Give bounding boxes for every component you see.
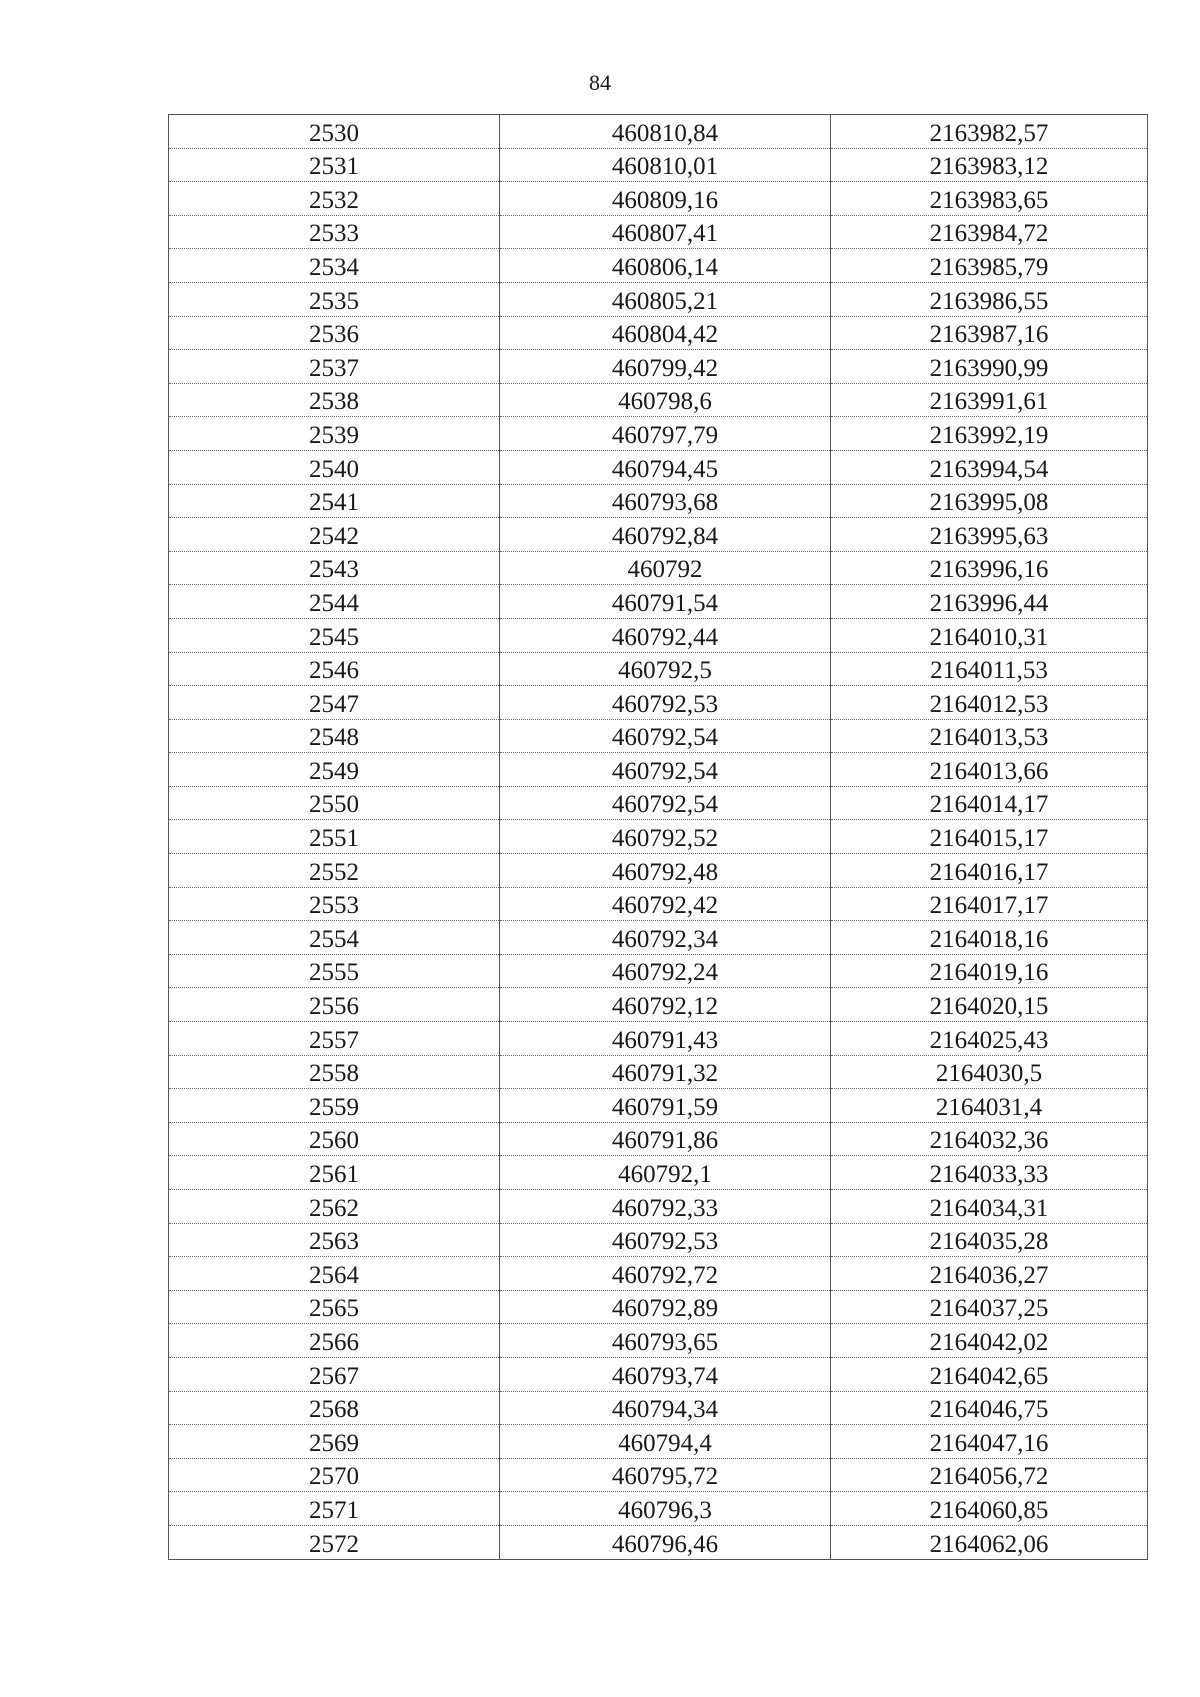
y-coordinate-cell: 2163982,57 bbox=[831, 115, 1148, 149]
table-row bbox=[169, 115, 1148, 149]
point-number-cell: 2551 bbox=[169, 820, 500, 854]
point-number-cell: 2545 bbox=[169, 618, 500, 652]
y-coordinate-cell: 2164013,66 bbox=[831, 753, 1148, 787]
point-number-cell: 2555 bbox=[169, 954, 500, 988]
table-row bbox=[169, 921, 1148, 955]
point-number-cell: 2571 bbox=[169, 1492, 500, 1526]
y-coordinate-cell: 2164056,72 bbox=[831, 1458, 1148, 1492]
y-coordinate-cell: 2163986,55 bbox=[831, 282, 1148, 316]
point-number-cell: 2556 bbox=[169, 988, 500, 1022]
x-coordinate-cell: 460796,3 bbox=[500, 1492, 831, 1526]
table-row bbox=[169, 1458, 1148, 1492]
x-coordinate-cell: 460792,48 bbox=[500, 854, 831, 888]
y-coordinate-cell: 2164037,25 bbox=[831, 1290, 1148, 1324]
point-number-cell: 2542 bbox=[169, 518, 500, 552]
table-row bbox=[169, 618, 1148, 652]
x-coordinate-cell: 460805,21 bbox=[500, 282, 831, 316]
y-coordinate-cell: 2164025,43 bbox=[831, 1022, 1148, 1056]
point-number-cell: 2564 bbox=[169, 1257, 500, 1291]
y-coordinate-cell: 2163984,72 bbox=[831, 215, 1148, 249]
y-coordinate-cell: 2164014,17 bbox=[831, 786, 1148, 820]
x-coordinate-cell: 460792,54 bbox=[500, 719, 831, 753]
table-row bbox=[169, 1324, 1148, 1358]
x-coordinate-cell: 460791,32 bbox=[500, 1055, 831, 1089]
x-coordinate-cell: 460792,42 bbox=[500, 887, 831, 921]
x-coordinate-cell: 460810,84 bbox=[500, 115, 831, 149]
table-row bbox=[169, 887, 1148, 921]
x-coordinate-cell: 460799,42 bbox=[500, 350, 831, 384]
y-coordinate-cell: 2163987,16 bbox=[831, 316, 1148, 350]
point-number-cell: 2546 bbox=[169, 652, 500, 686]
table-row bbox=[169, 215, 1148, 249]
y-coordinate-cell: 2164042,65 bbox=[831, 1357, 1148, 1391]
x-coordinate-cell: 460794,45 bbox=[500, 450, 831, 484]
x-coordinate-cell: 460792,33 bbox=[500, 1190, 831, 1224]
point-number-cell: 2543 bbox=[169, 551, 500, 585]
x-coordinate-cell: 460793,74 bbox=[500, 1357, 831, 1391]
table-row bbox=[169, 1156, 1148, 1190]
point-number-cell: 2536 bbox=[169, 316, 500, 350]
point-number-cell: 2553 bbox=[169, 887, 500, 921]
x-coordinate-cell: 460793,65 bbox=[500, 1324, 831, 1358]
x-coordinate-cell: 460792,89 bbox=[500, 1290, 831, 1324]
y-coordinate-cell: 2164034,31 bbox=[831, 1190, 1148, 1224]
x-coordinate-cell: 460810,01 bbox=[500, 148, 831, 182]
point-number-cell: 2561 bbox=[169, 1156, 500, 1190]
table-row bbox=[169, 652, 1148, 686]
x-coordinate-cell: 460797,79 bbox=[500, 417, 831, 451]
table-row bbox=[169, 450, 1148, 484]
table-row bbox=[169, 1525, 1148, 1559]
y-coordinate-cell: 2164018,16 bbox=[831, 921, 1148, 955]
table-row bbox=[169, 1357, 1148, 1391]
x-coordinate-cell: 460806,14 bbox=[500, 249, 831, 283]
table-row bbox=[169, 383, 1148, 417]
table-row bbox=[169, 719, 1148, 753]
x-coordinate-cell: 460792,52 bbox=[500, 820, 831, 854]
x-coordinate-cell: 460791,54 bbox=[500, 585, 831, 619]
x-coordinate-cell: 460791,86 bbox=[500, 1122, 831, 1156]
table-row bbox=[169, 417, 1148, 451]
x-coordinate-cell: 460804,42 bbox=[500, 316, 831, 350]
point-number-cell: 2568 bbox=[169, 1391, 500, 1425]
y-coordinate-cell: 2164046,75 bbox=[831, 1391, 1148, 1425]
point-number-cell: 2530 bbox=[169, 115, 500, 149]
x-coordinate-cell: 460792,12 bbox=[500, 988, 831, 1022]
x-coordinate-cell: 460792,1 bbox=[500, 1156, 831, 1190]
y-coordinate-cell: 2163983,65 bbox=[831, 182, 1148, 216]
table-row bbox=[169, 148, 1148, 182]
x-coordinate-cell: 460792,53 bbox=[500, 686, 831, 720]
point-number-cell: 2567 bbox=[169, 1357, 500, 1391]
x-coordinate-cell: 460791,59 bbox=[500, 1089, 831, 1123]
point-number-cell: 2566 bbox=[169, 1324, 500, 1358]
x-coordinate-cell: 460796,46 bbox=[500, 1525, 831, 1559]
y-coordinate-cell: 2164060,85 bbox=[831, 1492, 1148, 1526]
table-row bbox=[169, 686, 1148, 720]
x-coordinate-cell: 460792,54 bbox=[500, 786, 831, 820]
point-number-cell: 2552 bbox=[169, 854, 500, 888]
table-row bbox=[169, 316, 1148, 350]
x-coordinate-cell: 460795,72 bbox=[500, 1458, 831, 1492]
point-number-cell: 2547 bbox=[169, 686, 500, 720]
point-number-cell: 2560 bbox=[169, 1122, 500, 1156]
y-coordinate-cell: 2164011,53 bbox=[831, 652, 1148, 686]
x-coordinate-cell: 460793,68 bbox=[500, 484, 831, 518]
y-coordinate-cell: 2163996,44 bbox=[831, 585, 1148, 619]
table-row bbox=[169, 551, 1148, 585]
table-row bbox=[169, 350, 1148, 384]
y-coordinate-cell: 2163983,12 bbox=[831, 148, 1148, 182]
x-coordinate-cell: 460807,41 bbox=[500, 215, 831, 249]
point-number-cell: 2570 bbox=[169, 1458, 500, 1492]
point-number-cell: 2544 bbox=[169, 585, 500, 619]
table-row bbox=[169, 854, 1148, 888]
table-row bbox=[169, 1190, 1148, 1224]
y-coordinate-cell: 2164012,53 bbox=[831, 686, 1148, 720]
table-row bbox=[169, 1055, 1148, 1089]
table-row bbox=[169, 1122, 1148, 1156]
table-row bbox=[169, 518, 1148, 552]
y-coordinate-cell: 2164062,06 bbox=[831, 1525, 1148, 1559]
table-row bbox=[169, 1257, 1148, 1291]
coordinates-table-body bbox=[169, 115, 1148, 1560]
y-coordinate-cell: 2163996,16 bbox=[831, 551, 1148, 585]
y-coordinate-cell: 2164032,36 bbox=[831, 1122, 1148, 1156]
y-coordinate-cell: 2163992,19 bbox=[831, 417, 1148, 451]
y-coordinate-cell: 2164035,28 bbox=[831, 1223, 1148, 1257]
table-row bbox=[169, 753, 1148, 787]
table-row bbox=[169, 786, 1148, 820]
table-row bbox=[169, 1089, 1148, 1123]
x-coordinate-cell: 460792 bbox=[500, 551, 831, 585]
page-number: 84 bbox=[589, 70, 611, 95]
point-number-cell: 2562 bbox=[169, 1190, 500, 1224]
point-number-cell: 2558 bbox=[169, 1055, 500, 1089]
table-row bbox=[169, 1391, 1148, 1425]
point-number-cell: 2563 bbox=[169, 1223, 500, 1257]
y-coordinate-cell: 2163991,61 bbox=[831, 383, 1148, 417]
x-coordinate-cell: 460792,5 bbox=[500, 652, 831, 686]
x-coordinate-cell: 460792,72 bbox=[500, 1257, 831, 1291]
y-coordinate-cell: 2164016,17 bbox=[831, 854, 1148, 888]
y-coordinate-cell: 2164010,31 bbox=[831, 618, 1148, 652]
y-coordinate-cell: 2164019,16 bbox=[831, 954, 1148, 988]
point-number-cell: 2572 bbox=[169, 1525, 500, 1559]
table-row bbox=[169, 1022, 1148, 1056]
point-number-cell: 2548 bbox=[169, 719, 500, 753]
table-row bbox=[169, 1290, 1148, 1324]
y-coordinate-cell: 2163990,99 bbox=[831, 350, 1148, 384]
y-coordinate-cell: 2164013,53 bbox=[831, 719, 1148, 753]
y-coordinate-cell: 2164047,16 bbox=[831, 1425, 1148, 1459]
table-row bbox=[169, 820, 1148, 854]
x-coordinate-cell: 460792,54 bbox=[500, 753, 831, 787]
table-row bbox=[169, 988, 1148, 1022]
x-coordinate-cell: 460794,4 bbox=[500, 1425, 831, 1459]
table-row bbox=[169, 585, 1148, 619]
table-row bbox=[169, 182, 1148, 216]
point-number-cell: 2557 bbox=[169, 1022, 500, 1056]
y-coordinate-cell: 2163994,54 bbox=[831, 450, 1148, 484]
point-number-cell: 2534 bbox=[169, 249, 500, 283]
y-coordinate-cell: 2164042,02 bbox=[831, 1324, 1148, 1358]
table-row bbox=[169, 249, 1148, 283]
point-number-cell: 2533 bbox=[169, 215, 500, 249]
table-row bbox=[169, 282, 1148, 316]
x-coordinate-cell: 460794,34 bbox=[500, 1391, 831, 1425]
x-coordinate-cell: 460792,84 bbox=[500, 518, 831, 552]
y-coordinate-cell: 2164015,17 bbox=[831, 820, 1148, 854]
y-coordinate-cell: 2164017,17 bbox=[831, 887, 1148, 921]
point-number-cell: 2540 bbox=[169, 450, 500, 484]
x-coordinate-cell: 460798,6 bbox=[500, 383, 831, 417]
table-row bbox=[169, 1223, 1148, 1257]
point-number-cell: 2569 bbox=[169, 1425, 500, 1459]
table-row bbox=[169, 1492, 1148, 1526]
point-number-cell: 2559 bbox=[169, 1089, 500, 1123]
x-coordinate-cell: 460792,44 bbox=[500, 618, 831, 652]
point-number-cell: 2565 bbox=[169, 1290, 500, 1324]
x-coordinate-cell: 460792,34 bbox=[500, 921, 831, 955]
y-coordinate-cell: 2164033,33 bbox=[831, 1156, 1148, 1190]
y-coordinate-cell: 2164036,27 bbox=[831, 1257, 1148, 1291]
point-number-cell: 2554 bbox=[169, 921, 500, 955]
point-number-cell: 2532 bbox=[169, 182, 500, 216]
coordinates-table bbox=[168, 114, 1148, 1560]
y-coordinate-cell: 2164020,15 bbox=[831, 988, 1148, 1022]
y-coordinate-cell: 2164030,5 bbox=[831, 1055, 1148, 1089]
x-coordinate-cell: 460792,53 bbox=[500, 1223, 831, 1257]
x-coordinate-cell: 460791,43 bbox=[500, 1022, 831, 1056]
y-coordinate-cell: 2163995,08 bbox=[831, 484, 1148, 518]
point-number-cell: 2550 bbox=[169, 786, 500, 820]
x-coordinate-cell: 460809,16 bbox=[500, 182, 831, 216]
table-row bbox=[169, 954, 1148, 988]
point-number-cell: 2535 bbox=[169, 282, 500, 316]
point-number-cell: 2549 bbox=[169, 753, 500, 787]
x-coordinate-cell: 460792,24 bbox=[500, 954, 831, 988]
point-number-cell: 2531 bbox=[169, 148, 500, 182]
y-coordinate-cell: 2163995,63 bbox=[831, 518, 1148, 552]
y-coordinate-cell: 2164031,4 bbox=[831, 1089, 1148, 1123]
y-coordinate-cell: 2163985,79 bbox=[831, 249, 1148, 283]
point-number-cell: 2541 bbox=[169, 484, 500, 518]
point-number-cell: 2537 bbox=[169, 350, 500, 384]
table-row bbox=[169, 484, 1148, 518]
point-number-cell: 2538 bbox=[169, 383, 500, 417]
table-row bbox=[169, 1425, 1148, 1459]
point-number-cell: 2539 bbox=[169, 417, 500, 451]
